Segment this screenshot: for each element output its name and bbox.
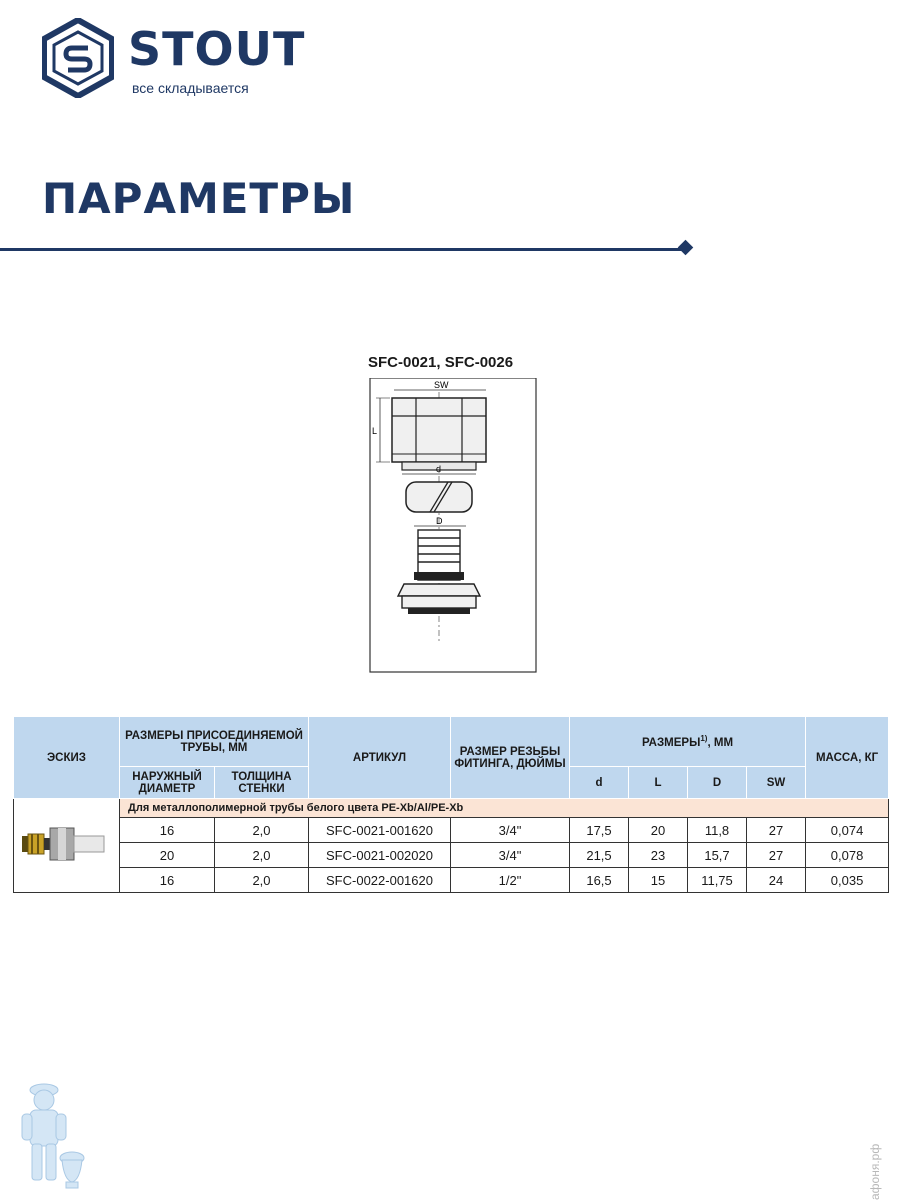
- group-row: [14, 799, 889, 818]
- group-label: Для металлополимерной трубы белого цвета PE-Xb/Al/PE-Xb: [120, 799, 889, 818]
- product-photo: [14, 799, 120, 893]
- cell-article: SFC-0022-001620: [309, 868, 451, 893]
- cell-l: 23: [629, 843, 688, 868]
- spec-table: [13, 716, 889, 893]
- page-title: ПАРАМЕТРЫ: [42, 174, 356, 223]
- drawing-title: SFC-0021, SFC-0026: [368, 354, 514, 371]
- label-d: d: [436, 464, 442, 474]
- cell-big-d: 15,7: [688, 843, 747, 868]
- header-outer-diameter: НАРУЖНЫЙ ДИАМЕТР: [120, 767, 215, 799]
- divider-diamond-icon: [678, 240, 694, 256]
- cell-big-d: 11,8: [688, 818, 747, 843]
- table-row: [14, 818, 889, 843]
- header-dims-label: РАЗМЕРЫ: [642, 736, 701, 749]
- cell-wall: 2,0: [215, 843, 309, 868]
- stout-logo-icon: [42, 18, 114, 98]
- cell-big-d: 11,75: [688, 868, 747, 893]
- cell-sw: 27: [747, 843, 806, 868]
- cell-outer: 16: [120, 868, 215, 893]
- watermark: афоня.рф: [868, 1143, 882, 1200]
- technical-drawing: [368, 354, 538, 674]
- title-divider: [0, 248, 682, 251]
- cell-mass: 0,074: [806, 818, 889, 843]
- brand-name: STOUT: [128, 22, 306, 76]
- fitting-drawing: [368, 378, 538, 674]
- cell-article: SFC-0021-001620: [309, 818, 451, 843]
- cell-d: 17,5: [570, 818, 629, 843]
- table-row: [14, 868, 889, 893]
- fitting-photo-icon: [14, 814, 114, 874]
- table-row: [14, 843, 889, 868]
- cell-mass: 0,078: [806, 843, 889, 868]
- header-sw: SW: [747, 767, 806, 799]
- label-sw: SW: [434, 380, 449, 390]
- cell-d: 16,5: [570, 868, 629, 893]
- header-dims-unit: , ММ: [707, 736, 734, 749]
- header-dims-footnote: 1): [700, 734, 708, 744]
- cell-sw: 24: [747, 868, 806, 893]
- cell-thread: 3/4": [451, 818, 570, 843]
- cell-wall: 2,0: [215, 818, 309, 843]
- cell-sw: 27: [747, 818, 806, 843]
- cell-thread: 3/4": [451, 843, 570, 868]
- brand-tagline: все складывается: [132, 80, 249, 96]
- label-l: L: [372, 426, 378, 436]
- label-big-d: D: [436, 516, 443, 526]
- cell-wall: 2,0: [215, 868, 309, 893]
- header-dims: [570, 717, 806, 767]
- cell-outer: 16: [120, 818, 215, 843]
- header-sketch: ЭСКИЗ: [14, 717, 120, 799]
- cell-outer: 20: [120, 843, 215, 868]
- cell-mass: 0,035: [806, 868, 889, 893]
- header-pipe-dims: РАЗМЕРЫ ПРИСОЕДИНЯЕМОЙ ТРУБЫ, ММ: [120, 717, 309, 767]
- header-mass: МАССА, КГ: [806, 717, 889, 799]
- cell-article: SFC-0021-002020: [309, 843, 451, 868]
- cell-thread: 1/2": [451, 868, 570, 893]
- cell-l: 15: [629, 868, 688, 893]
- header-wall-thickness: ТОЛЩИНА СТЕНКИ: [215, 767, 309, 799]
- header-thread-size: РАЗМЕР РЕЗЬБЫ ФИТИНГА, ДЮЙМЫ: [451, 717, 570, 799]
- header-big-d: D: [688, 767, 747, 799]
- plumber-mascot-icon: [10, 1080, 90, 1190]
- cell-d: 21,5: [570, 843, 629, 868]
- cell-l: 20: [629, 818, 688, 843]
- header-article: АРТИКУЛ: [309, 717, 451, 799]
- brand-logo: [42, 18, 306, 100]
- header-l: L: [629, 767, 688, 799]
- header-d: d: [570, 767, 629, 799]
